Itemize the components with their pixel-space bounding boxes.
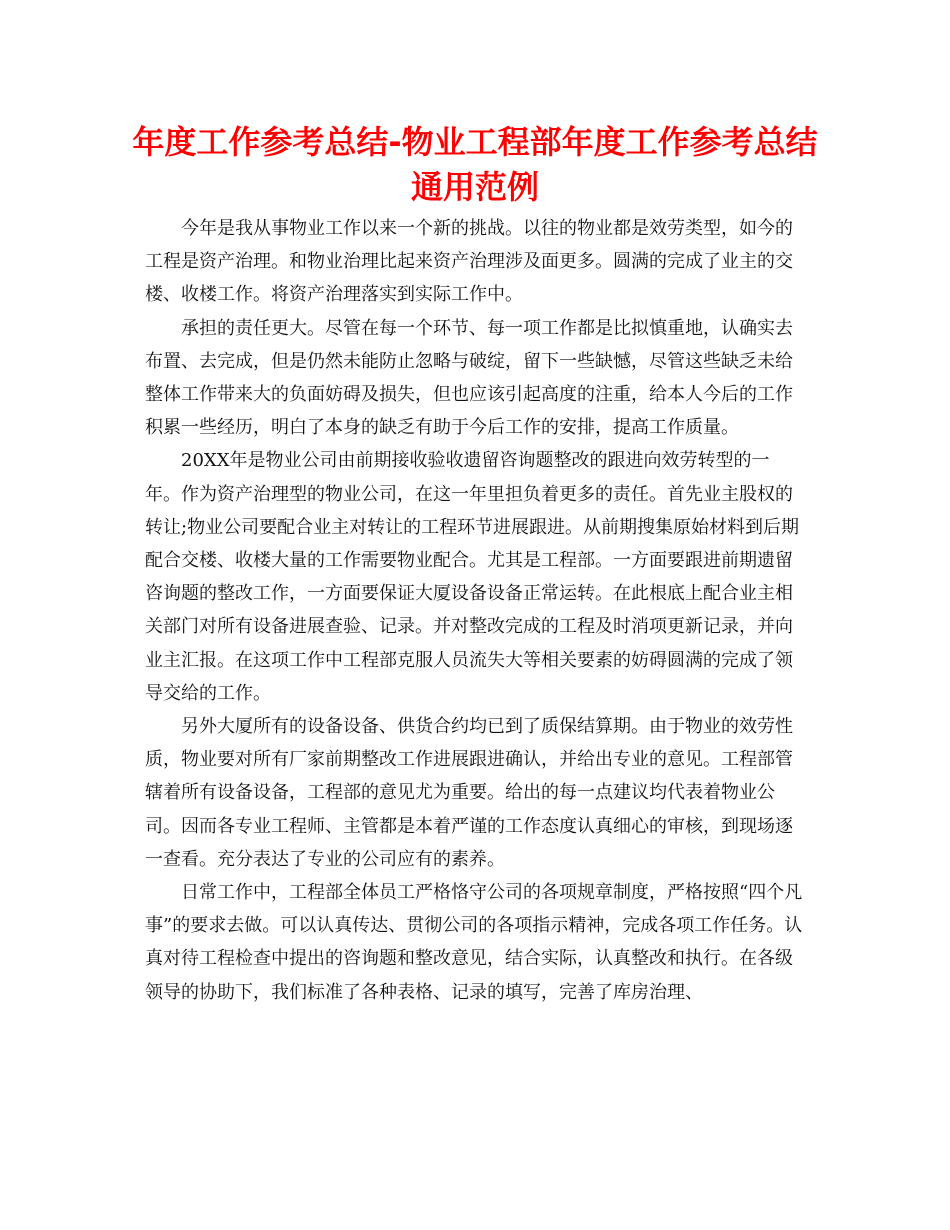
paragraph-5: 日常工作中，工程部全体员工严格恪守公司的各项规章制度，严格按照“四个凡事”的要求去做。可以认真传达、贯彻公司的各项指示精神，完成各项工作任务。认真对待工程检查中提出的咨询题和整改意见，结合实际，认真整改和执行。在各级领导的协助下，我们标准了各种表格、记录的填写，完善了库房治理、 (145, 882, 803, 1003)
paragraph-2: 承担的责任更大。尽管在每一个环节、每一项工作都是比拟慎重地，认确实去布置、去完成，但是仍然未能防止忽略与破绽，留下一些缺憾，尽管这些缺乏未给整体工作带来大的负面妨碍及损失，但也应该引起高度的注重，给本人今后的工作积累一些经历，明白了本身的缺乏有助于今后工作的安排，提高工作质量。 (145, 317, 793, 439)
paragraph-1: 今年是我从事物业工作以来一个新的挑战。以往的物业都是效劳类型，如今的工程是资产治理。和物业治理比起来资产治理涉及面更多。圆满的完成了业主的交楼、收楼工作。将资产治理落实到实际工作中。 (145, 218, 793, 306)
paragraph-4: 另外大厦所有的设备设备、供货合约均已到了质保结算期。由于物业的效劳性质，物业要对所有厂家前期整改工作进展跟进确认，并给出专业的意见。工程部管辖着所有设备设备，工程部的意见尤为重要。给出的每一点建议均代表着物业公司。因而各专业工程师、主管都是本着严谨的工作态度认真细心的审核，到现场逐一查看。充分表达了专业的公司应有的素养。 (145, 716, 793, 870)
document-title: 年度工作参考总结-物业工程部年度工作参考总结通用范例 (132, 123, 818, 206)
paragraph-3: 20XX年是物业公司由前期接收验收遗留咨询题整改的跟进向效劳转型的一年。作为资产治理型的物业公司，在这一年里担负着更多的责任。首先业主股权的转让;物业公司要配合业主对转让的工程环节进展跟进。从前期搜集原始材料到后期配合交楼、收楼大量的工作需要物业配合。尤其是工程部。一方面要跟进前期遗留咨询题的整改工作，一方面要保证大厦设备设备正常运转。在此根底上配合业主相关部门对所有设备进展查验、记录。并对整改完成的工程及时消项更新记录，并向业主汇报。在这项工作中工程部克服人员流失大等相关要素的妨碍圆满的完成了领导交给的工作。 (145, 450, 800, 704)
document-body (145, 212, 805, 1009)
